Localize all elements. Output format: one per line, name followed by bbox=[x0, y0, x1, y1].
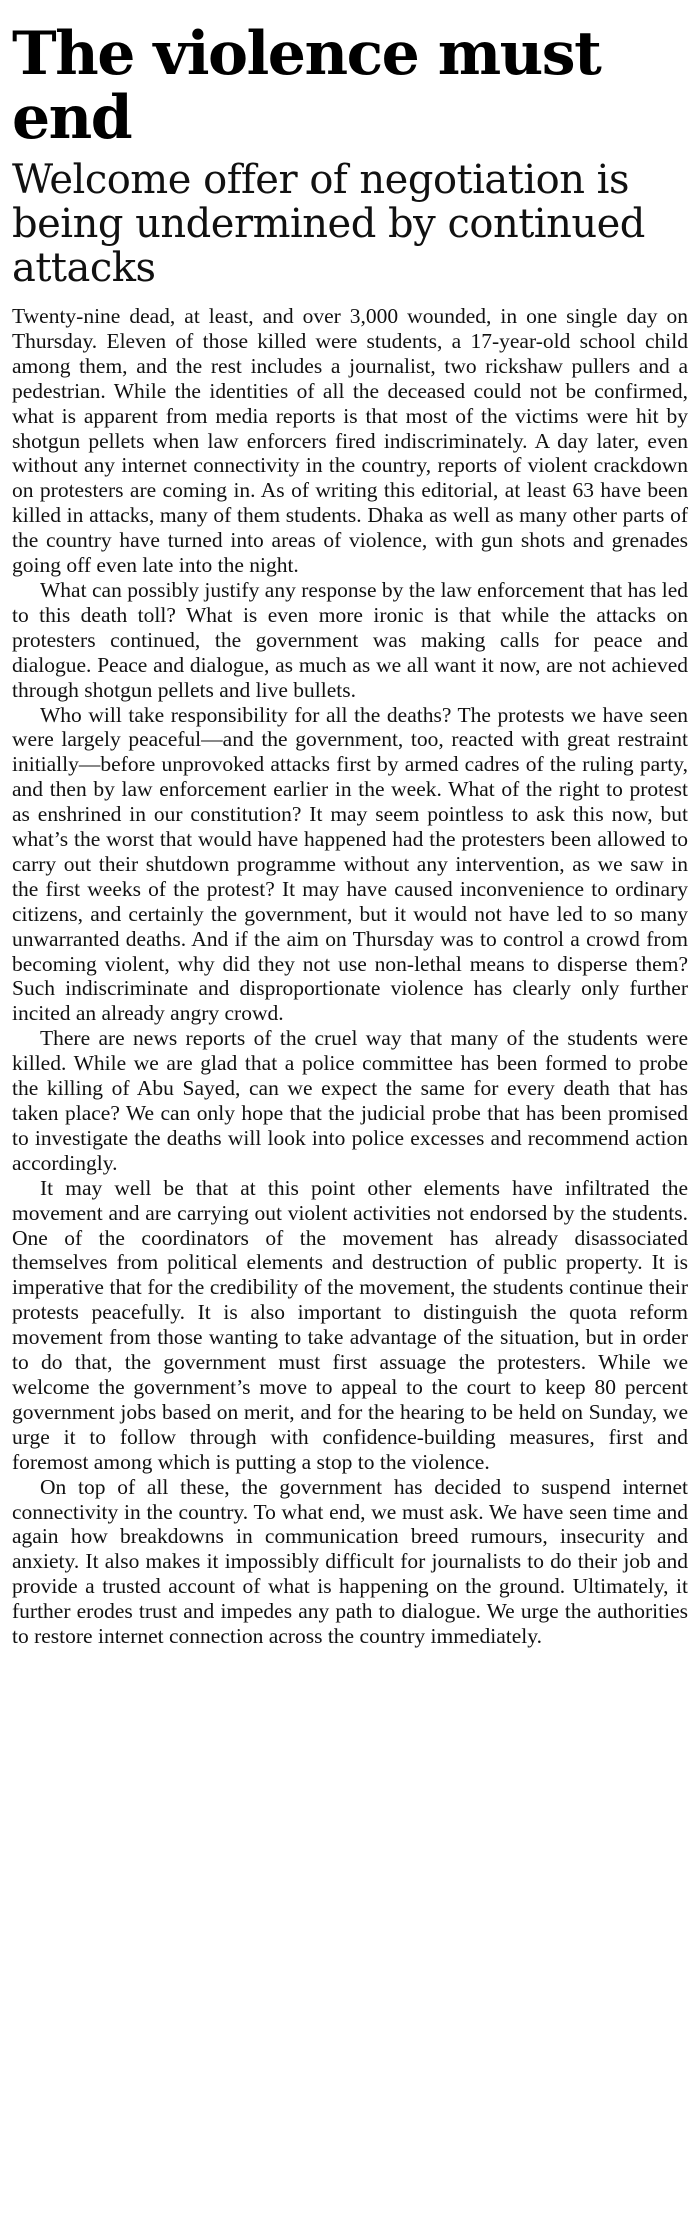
article-body bbox=[12, 304, 688, 1649]
paragraph-3: Who will take responsibility for all the deaths? The protests we have seen were largely peaceful—and the government, too, reacted with great restraint initially—before unprovoked attacks first by armed cadres of the ruling party, and then by law enforcement earlier in the week. What of the right to protest as enshrined in our constitution? It may seem pointless to ask this now, but what’s the worst that would have happened had the protesters been allowed to carry out their shutdown programme without any intervention, as we saw in the first weeks of the protest? It may have caused inconvenience to ordinary citizens, and certainly the government, but it would not have led to so many unwarranted deaths. And if the aim on Thursday was to control a crowd from becoming violent, why did they not use non-lethal means to disperse them? Such indiscriminate and disproportionate violence has clearly only further incited an already angry crowd. bbox=[12, 702, 688, 1026]
paragraph-5: It may well be that at this point other elements have infiltrated the movement and are carrying out violent activities not endorsed by the students. One of the coordinators of the movement has already disassociated themselves from political elements and destruction of public property. It is imperative that for the credibility of the movement, the students continue their protests peacefully. It is also important to distinguish the quota reform movement from those wanting to take advantage of the situation, but in order to do that, the government must first assuage the protesters. While we welcome the government’s move to appeal to the court to keep 80 percent government jobs based on merit, and for the hearing to be held on Sunday, we urge it to follow through with confidence-building measures, first and foremost among which is putting a stop to the violence. bbox=[12, 1175, 688, 1474]
paragraph-6: On top of all these, the government has decided to suspend internet connectivity in the country. To what end, we must ask. We have seen time and again how breakdowns in communication breed rumours, insecurity and anxiety. It also makes it impossibly difficult for journalists to do their job and provide a trusted account of what is happening on the ground. Ultimately, it further erodes trust and impedes any path to dialogue. We urge the authorities to restore internet connection across the country immediately. bbox=[12, 1474, 688, 1649]
paragraph-1: Twenty-nine dead, at least, and over 3,000 wounded, in one single day on Thursday. Eleven of those killed were students, a 17-year-old school child among them, and the rest includes a journalist, two rickshaw pullers and a pedestrian. While the identities of all the deceased could not be confirmed, what is apparent from media reports is that most of the victims were hit by shotgun pellets when law enforcers fired indiscriminately. A day later, even without any internet connectivity in the country, reports of violent crackdown on protesters are coming in. As of writing this editorial, at least 63 have been killed in attacks, many of them students. Dhaka as well as many other parts of the country have turned into areas of violence, with gun shots and grenades going off even late into the night. bbox=[12, 304, 688, 578]
subheadline: Welcome offer of negotiation is being undermined by continued attacks bbox=[12, 157, 645, 291]
paragraph-2: What can possibly justify any response by the law enforcement that has led to this death toll? What is even more ironic is that while the attacks on protesters continued, the government was making calls for peace and dialogue. Peace and dialogue, as much as we all want it now, are not achieved through shotgun pellets and live bullets. bbox=[12, 577, 688, 702]
paragraph-4: There are news reports of the cruel way that many of the students were killed. While we are glad that a police committee has been formed to probe the killing of Abu Sayed, can we expect the same for every death that has taken place? We can only hope that the judicial probe that has been promised to investigate the deaths will look into police excesses and recommend action accordingly. bbox=[12, 1026, 688, 1175]
headline: The violence must end bbox=[12, 19, 601, 153]
